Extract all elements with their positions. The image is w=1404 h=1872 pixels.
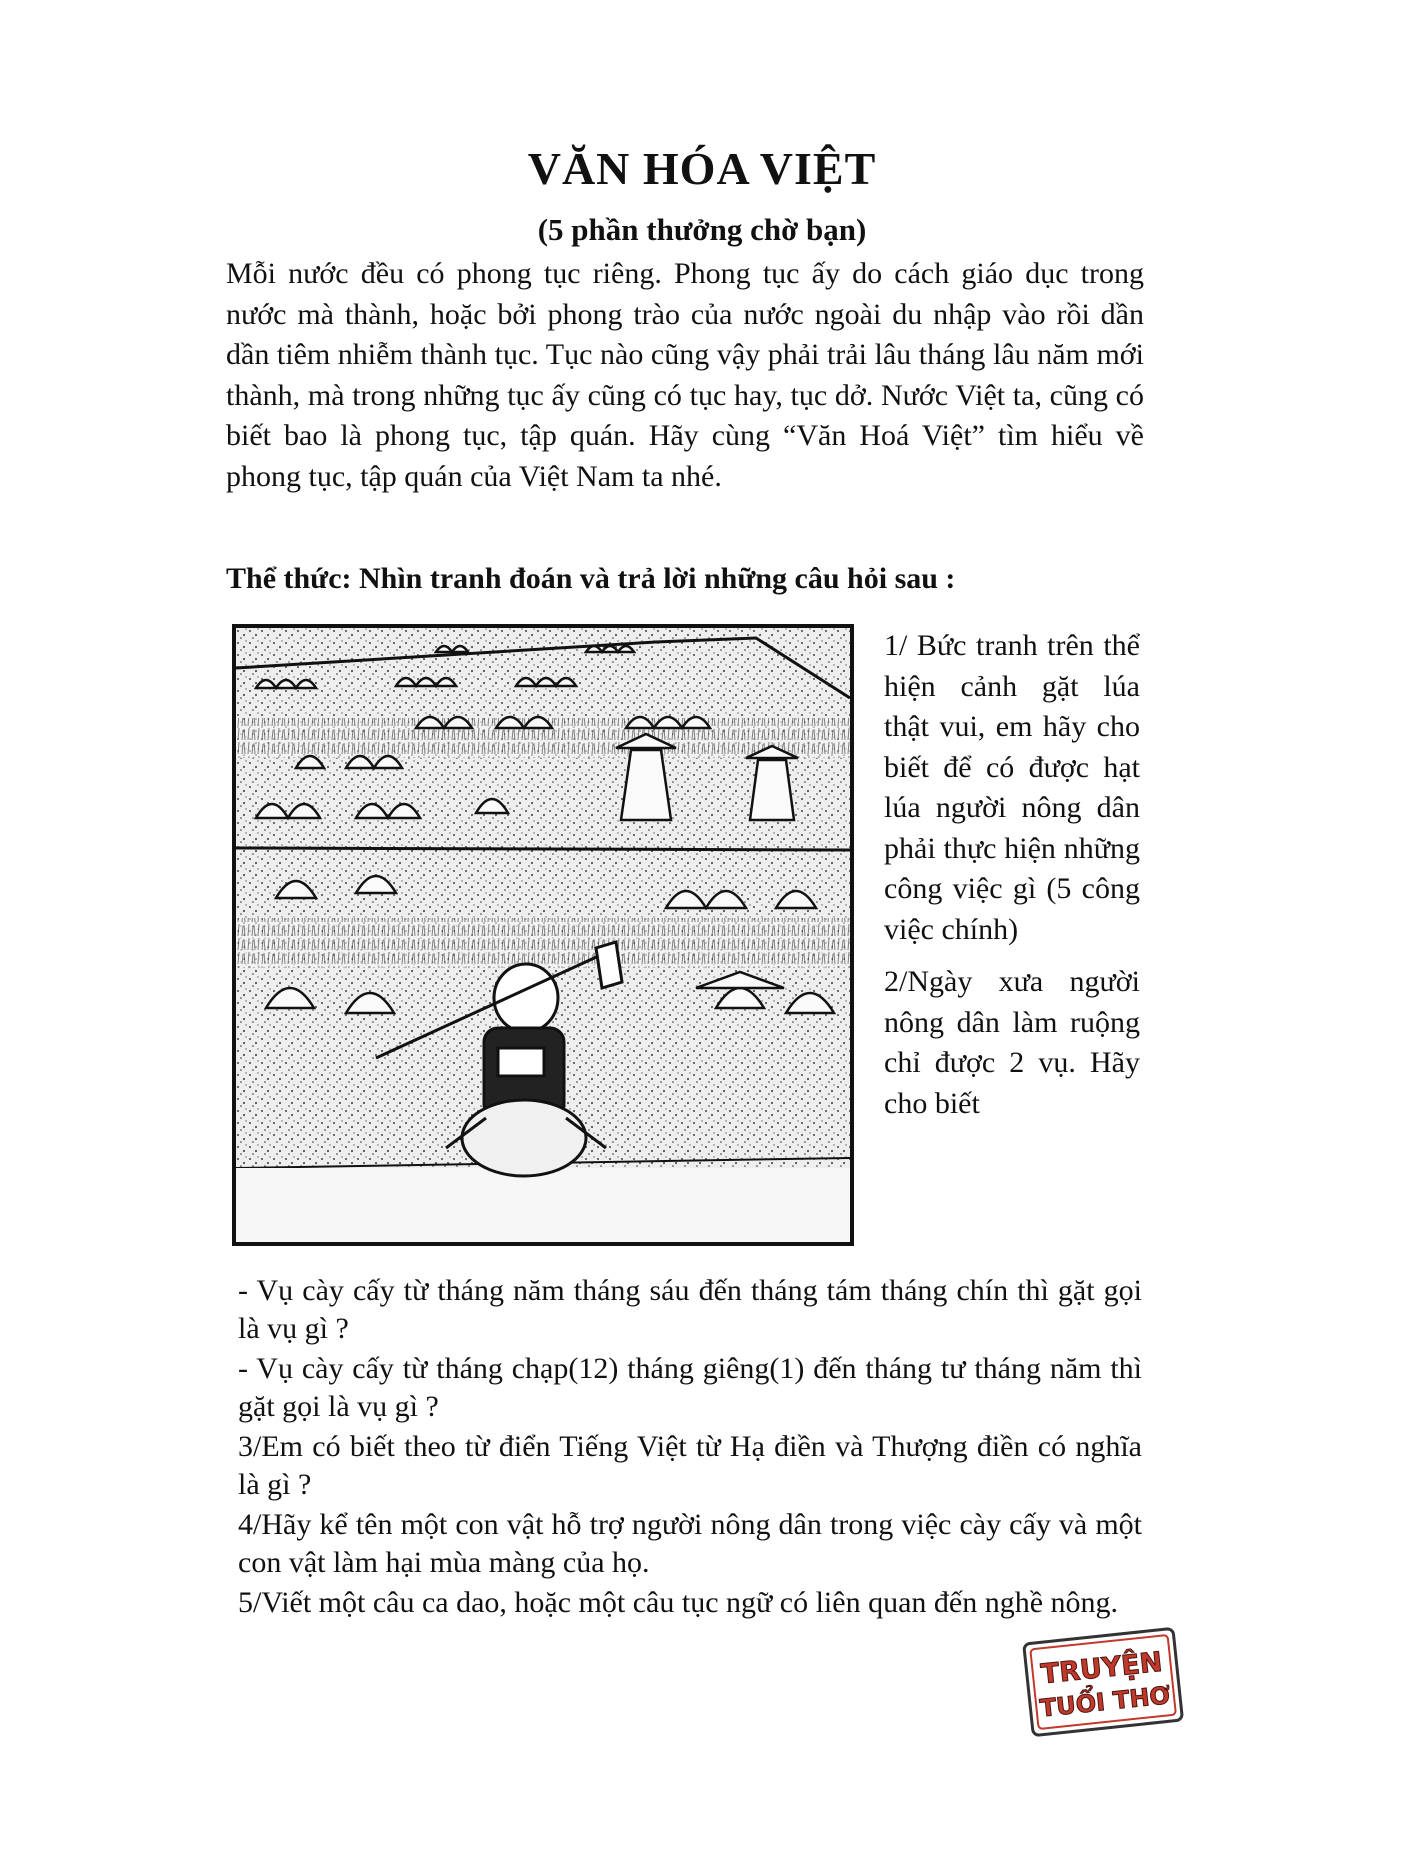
rules-heading: Thể thức: Nhìn tranh đoán và trả lời những câu hỏi sau : [226,562,956,595]
logo-line-1: TRUYỆN [1039,1646,1164,1691]
list-item: 3/Em có biết theo từ điển Tiếng Việt từ Hạ điền và Thượng điền có nghĩa là gì ? [238,1430,1142,1501]
list-item: 4/Hãy kể tên một con vật hỗ trợ người nông dân trong việc cày cấy và một con vật làm hại mùa màng của họ. [238,1508,1142,1579]
page-subtitle: (5 phần thưởng chờ bạn) [537,212,867,247]
question-1: 1/ Bức tranh trên thể hiện cảnh gặt lúa thật vui, em hãy cho biết để có được hạt lúa người nông dân phải thực hiện những công việc gì (5 công việc chính) [884,629,1140,946]
rice-harvest-drawing [236,628,850,1242]
page-title: VĂN HÓA VIỆT [527,143,877,194]
list-item: - Vụ cày cấy từ tháng chạp(12) tháng giêng(1) đến tháng tư tháng năm thì gặt gọi là vụ gì ? [238,1352,1142,1423]
question-2: 2/Ngày xưa người nông dân làm ruộng chỉ được 2 vụ. Hãy cho biết [884,965,1140,1120]
truyen-tuoi-tho-logo [1018,1622,1188,1740]
list-item: 5/Viết một câu ca dao, hoặc một câu tục ngữ có liên quan đến nghề nông. [238,1586,1119,1619]
rice-harvest-illustration [232,624,854,1246]
logo-line-2: TUỔI THƠ [1038,1681,1172,1723]
side-questions [884,626,1140,1136]
question-list [238,1272,1142,1624]
intro-paragraph: Mỗi nước đều có phong tục riêng. Phong tục ấy do cách giáo dục trong nước mà thành, hoặc bởi phong trào của nước ngoài du nhập vào rồi dần dần tiêm nhiễm thành tục. Tục nào cũng vậy phải trải lâu tháng lâu năm mới thành, mà trong những tục ấy cũng có tục hay, tục dở. Nước Việt ta, cũng có biết bao là phong tục, tập quán. Hãy cùng “Văn Hoá Việt” tìm hiểu về phong tục, tập quán của Việt Nam ta nhé. [226,257,1144,493]
list-item: - Vụ cày cấy từ tháng năm tháng sáu đến tháng tám tháng chín thì gặt gọi là vụ gì ? [238,1274,1142,1345]
